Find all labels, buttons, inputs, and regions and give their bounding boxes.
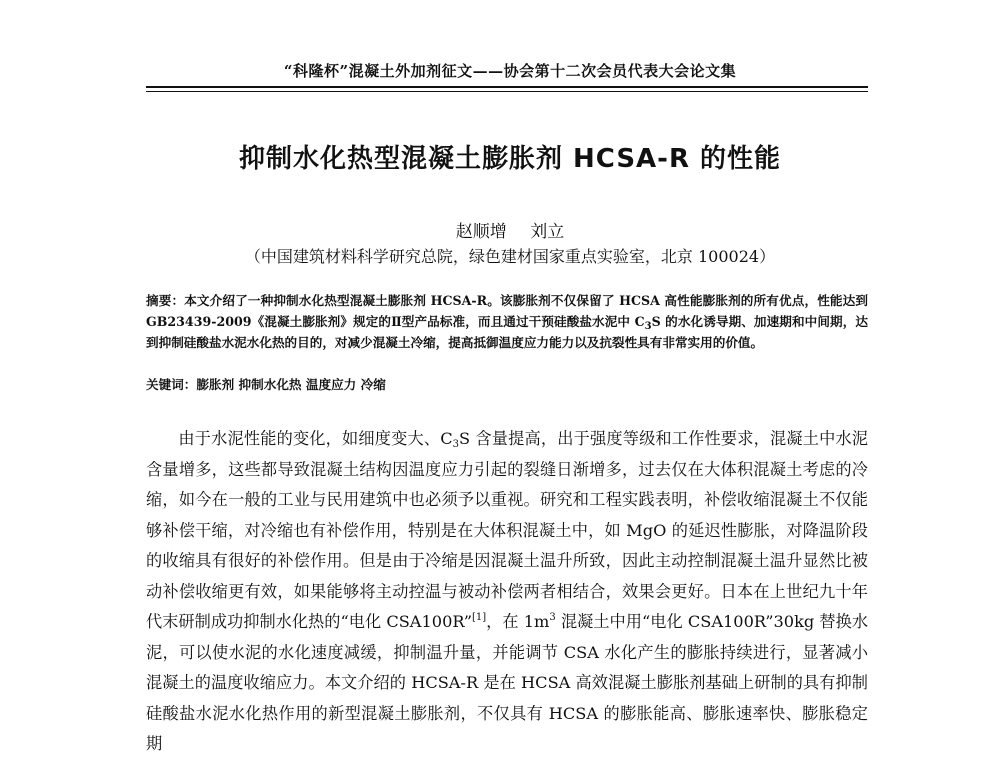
abstract-subscript: 3 bbox=[644, 321, 652, 332]
body-superscript: 3 bbox=[549, 612, 556, 623]
header-rule-thick bbox=[146, 86, 868, 88]
body-part-4: 混凝土中用“电化 CSA100R”30kg 替换水泥，可以使水泥的水化速度减缓，抑制温升量，并能调节 CSA 水化产生的膨胀持续进行，显著减小混凝土的温度收缩应力。本文介绍的 HCSA-R 是在 HCSA 高效混凝土膨胀剂基础上研制的具有抑制硅酸盐水泥水化热作用的新型混凝土膨胀剂，不仅具有 HCSA 的膨胀能高、膨胀速率快、膨胀稳定期 bbox=[146, 612, 869, 753]
keywords-label: 关键词： bbox=[146, 377, 197, 392]
keywords bbox=[146, 374, 868, 393]
header-rule-thin bbox=[146, 91, 868, 92]
paper-affiliation: （中国建筑材料科学研究总院，绿色建材国家重点实验室，北京 100024） bbox=[244, 247, 776, 266]
abstract bbox=[146, 290, 868, 353]
body-paragraph bbox=[146, 424, 868, 760]
body-subscript: 3 bbox=[452, 439, 459, 450]
abstract-text-part-1: 本文介绍了一种抑制水化热型混凝土膨胀剂 HCSA-R。该膨胀剂不仅保留了 HCSA 高性能膨胀剂的所有优点，性能达到 GB23439-2009《混凝土膨胀剂》规定的Ⅱ型产品标准，而且通过干预硅酸盐水泥中 C bbox=[146, 293, 868, 329]
paper-title: 抑制水化热型混凝土膨胀剂 HCSA-R 的性能 bbox=[238, 144, 782, 174]
citation-ref: [1] bbox=[471, 612, 487, 623]
body-part-2: S 含量提高，出于强度等级和工作性要求，混凝土中水泥含量增多，这些都导致混凝土结构因温度应力引起的裂缝日渐增多，过去仅在大体积混凝土考虑的冷缩，如今在一般的工业与民用建筑中也必须予以重视。研究和工程实践表明，补偿收缩混凝土不仅能够补偿干缩，对冷缩也有补偿作用，特别是在大体积混凝土中，如 MgO 的延迟性膨胀，对降温阶段的收缩具有很好的补偿作用。但是由于冷缩是因混凝土温升所致，因此主动控制混凝土温升显然比被动补偿收缩更有效，如果能够将主动控温与被动补偿两者相结合，效果会更好。日本在上世纪九十年代末研制成功抑制水化热的“电化 CSA100R” bbox=[146, 429, 868, 631]
abstract-label: 摘要： bbox=[146, 293, 185, 308]
abstract-text-part-2: S 的水化诱导期、加速期和中间期，达到抑制硅酸盐水泥水化热的目的，对减少混凝土冷缩，提高抵御温度应力能力以及抗裂性具有非常实用的价值。 bbox=[146, 314, 868, 350]
keywords-text: 膨胀剂 抑制水化热 温度应力 冷缩 bbox=[196, 377, 386, 392]
running-header: “科隆杯”混凝土外加剂征文——协会第十二次会员代表大会论文集 bbox=[283, 62, 737, 80]
body-part-1: 由于水泥性能的变化，如细度变大、C bbox=[178, 429, 453, 448]
paper-authors: 赵顺增 刘立 bbox=[455, 222, 565, 242]
body-part-3: ，在 1m bbox=[486, 612, 550, 631]
